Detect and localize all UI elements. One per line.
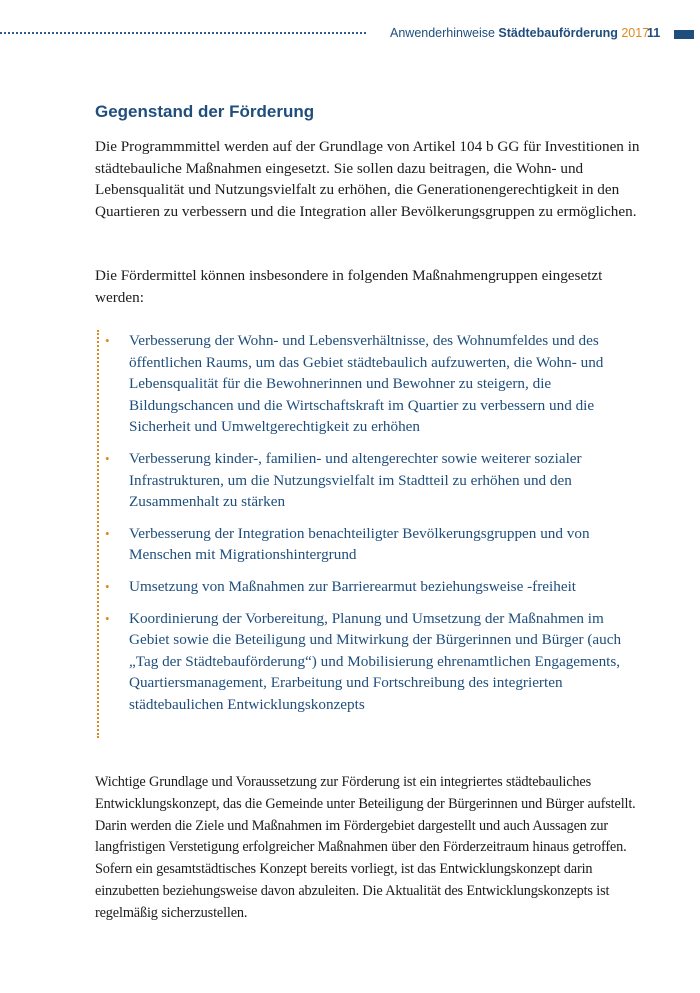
header-year: 2017	[621, 26, 650, 40]
list-item: • Verbesserung der Wohn- und Lebensverhältnisse, des Wohnumfeldes und des öffentlichen Raums, um das Gebiet städtebaulich aufzuwerten, die Wohn- und Lebensqualität für die Bewohnerinnen und Bewohner zu steigern, die Bildungschancen und die Wirtschaftskraft im Quartier zu verbessern und die Sicherheit und Umweltgerechtigkeit zu erhöhen	[105, 332, 604, 436]
bullet-icon: •	[105, 610, 110, 626]
section-title: Gegenstand der Förderung	[95, 102, 315, 121]
list-item: • Verbesserung kinder-, familien- und altengerechter sowie weiterer sozialer Infrastrukturen, um die Nutzungsvielfalt im Stadtteil zu erhöhen und den Zusammenhalt zu stärken	[105, 449, 582, 511]
list-item: • Verbesserung der Integration benachteiligter Bevölkerungsgruppen und von Menschen mit Migrationshintergrund	[105, 524, 590, 564]
header-label-plain: Anwenderhinweise	[390, 26, 495, 40]
measure-list	[97, 330, 644, 738]
bullet-icon: •	[105, 333, 110, 348]
page-number: 11	[647, 26, 661, 40]
list-item: • Koordinierung der Vorbereitung, Planung und Umsetzung der Maßnahmen im Gebiet sowie die Beteiligung und Mitwirkung der Bürgerinnen und Bürger (auch „Tag der Städtebauförderung“) und Mobilisierung ehrenamtlichen Engagements, Quartiersmanagement, Erarbeitung und Fortschreibung des integrierten städtebaulichen Entwicklungskonzepts	[105, 609, 622, 713]
running-header	[390, 24, 700, 44]
header-label-bold: Städtebauförderung	[498, 26, 618, 40]
lead-paragraph: Die Fördermittel können insbesondere in folgenden Maßnahmengruppen eingesetzt werden:	[95, 267, 603, 306]
header-accent-bar	[674, 30, 694, 39]
list-item: • Umsetzung von Maßnahmen zur Barrierearmut beziehungsweise -freiheit	[99, 576, 644, 598]
bullet-icon: •	[105, 450, 110, 466]
bullet-icon: •	[105, 578, 110, 594]
intro-paragraph: Die Programmmittel werden auf der Grundlage von Artikel 104 b GG für Investitionen in städtebauliche Maßnahmen eingesetzt. Sie sollen dazu beitragen, die Wohn- und Lebensqualität und Nutzungsvielfalt zu erhöhen, die Generationengerechtigkeit in den Quartieren zu verbessern und die Integration aller Bevölkerungsgruppen zu ermöglichen.	[95, 138, 640, 221]
header-dotted-rule	[0, 32, 366, 34]
bullet-icon: •	[105, 525, 110, 541]
closing-paragraph: Wichtige Grundlage und Voraussetzung zur Förderung ist ein integriertes städtebauliches Entwicklungskonzept, das die Gemeinde unter Beteiligung der Bürgerinnen und Bürger aufstellt. Darin werden die Ziele und Maßnahmen im Fördergebiet dargestellt und auch Aussagen zur langfristigen Verstetigung erfolgreicher Maßnahmen über den Förderzeitraum hinaus getroffen. Sofern ein gesamtstädtisches Konzept bereits vorliegt, ist das Entwicklungskonzept darin einzubetten beziehungsweise davon abzuleiten. Die Aktualität des Entwicklungskonzepts ist regelmäßig sicherzustellen.	[95, 774, 636, 921]
running-header-title	[390, 26, 649, 40]
